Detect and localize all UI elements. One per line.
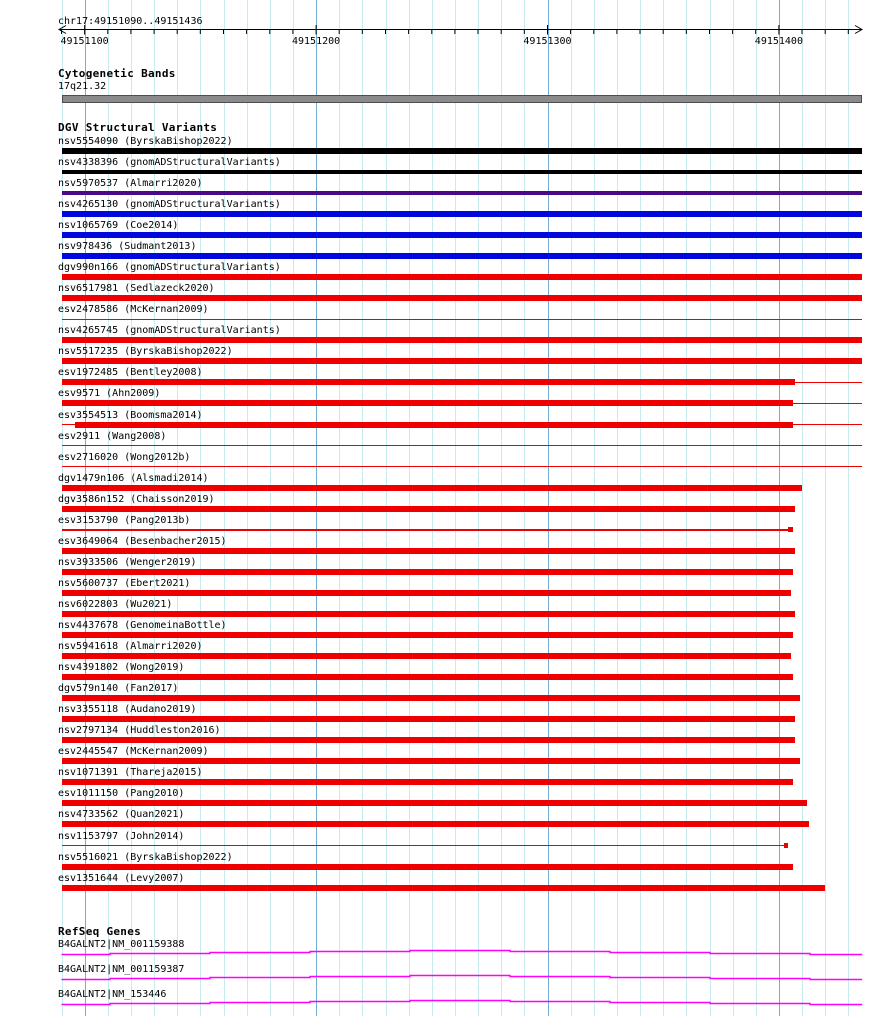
variant-label: esv9571 (Ahn2009) [58,388,161,400]
variant-box[interactable] [784,843,789,848]
variant-label: dgv3586n152 (Chaisson2019) [58,493,215,505]
variant-label: nsv5516021 (ByrskaBishop2022) [58,851,233,863]
variant-bar[interactable] [62,653,791,659]
variant-bar[interactable] [62,737,796,743]
variant-line[interactable] [793,424,862,426]
ruler-line-and-ticks [59,25,862,35]
variant-bar[interactable] [62,379,796,385]
variant-label: nsv4733562 (Quan2021) [58,809,185,821]
variant-bar[interactable] [62,274,863,280]
variant-bar[interactable] [62,548,796,554]
variant-bar[interactable] [62,211,863,217]
variant-label: esv2445547 (McKernan2009) [58,746,209,758]
variant-bar[interactable] [62,337,863,343]
variant-bar[interactable] [62,506,796,512]
variant-bar[interactable] [62,569,793,575]
variant-bar[interactable] [62,800,807,806]
variant-label: nsv3933506 (Wenger2019) [58,556,197,568]
variant-bar[interactable] [62,358,863,364]
cytoband-bar[interactable] [62,95,863,103]
variant-bar[interactable] [62,170,863,174]
variant-bar[interactable] [62,674,793,680]
variant-label: esv1011150 (Pang2010) [58,788,185,800]
variant-label: nsv5941618 (Almarri2020) [58,641,203,652]
track-title-cytogenetic-bands: Cytogenetic Bands [58,67,176,80]
variant-bar[interactable] [62,695,800,701]
variant-line[interactable] [62,319,863,321]
variant-label: nsv5970537 (Almarri2020) [58,177,203,189]
gene-label: B4GALNT2|NM_001159388 [58,939,185,950]
variant-label: nsv4391802 (Wong2019) [58,662,185,673]
variant-label: nsv1071391 (Thareja2015) [58,767,203,779]
cytoband-label: 17q21.32 [58,81,107,92]
variant-label: esv1972485 (Bentley2008) [58,367,203,379]
variant-box[interactable] [788,527,793,532]
variant-bar[interactable] [62,864,793,870]
variant-bar[interactable] [62,611,796,617]
variant-label: esv1351644 (Levy2007) [58,872,185,884]
variant-bar[interactable] [62,716,796,722]
variant-label: esv2478586 (McKernan2009) [58,304,209,316]
gene-structures [0,940,890,1016]
ruler-tick-label: 49151400 [754,36,803,47]
variant-bar[interactable] [62,758,800,764]
gene-label: B4GALNT2|NM_001159387 [58,964,185,975]
region-title: chr17:49151090..49151436 [58,16,203,27]
variant-line[interactable] [62,424,76,426]
variant-label: dgv579n140 (Fan2017) [58,683,179,695]
variant-bar[interactable] [62,779,793,785]
variant-label: nsv2797134 (Huddleston2016) [58,725,221,737]
gene-label: B4GALNT2|NM_153446 [58,989,167,1000]
ruler-tick-label: 49151300 [523,36,572,47]
variant-label: nsv4437678 (GenomeinaBottle) [58,620,227,631]
ruler-tick-label: 49151100 [60,36,109,47]
variant-label: nsv4265745 (gnomADStructuralVariants) [58,325,281,337]
variant-line[interactable] [62,466,863,468]
variant-label: nsv5554090 (ByrskaBishop2022) [58,135,233,147]
variant-line[interactable] [795,382,862,384]
gene-structure[interactable] [62,1001,863,1005]
variant-line[interactable] [62,445,863,447]
variant-label: nsv4338396 (gnomADStructuralVariants) [58,156,281,168]
variant-label: nsv1065769 (Coe2014) [58,220,179,231]
ruler-tick-label: 49151200 [292,36,341,47]
variant-label: dgv990n166 (gnomADStructuralVariants) [58,262,281,274]
variant-label: nsv3355118 (Audano2019) [58,704,197,716]
variant-label: nsv978436 (Sudmant2013) [58,241,197,253]
variant-bar[interactable] [62,821,810,827]
variant-label: nsv5600737 (Ebert2021) [58,577,191,589]
variant-label: nsv6517981 (Sedlazeck2020) [58,283,215,295]
variant-label: nsv4265130 (gnomADStructuralVariants) [58,199,281,210]
variant-bar[interactable] [62,295,863,301]
variant-label: esv2716020 (Wong2012b) [58,451,191,463]
variant-bar[interactable] [62,632,793,638]
variant-bar[interactable] [62,400,793,406]
variant-bar[interactable] [62,590,791,596]
variant-label: nsv1153797 (John2014) [58,830,185,842]
variant-label: esv3649064 (Besenbacher2015) [58,535,227,547]
variant-line[interactable] [62,529,789,531]
variant-label: nsv6022803 (Wu2021) [58,598,173,610]
variant-bar[interactable] [75,422,792,428]
variant-label: dgv1479n106 (Alsmadi2014) [58,472,209,484]
variant-bar[interactable] [62,485,803,491]
track-title-dgv: DGV Structural Variants [58,121,218,134]
variant-bar[interactable] [62,253,863,259]
variant-bar[interactable] [62,885,826,891]
variant-bar[interactable] [62,148,863,154]
gene-structure[interactable] [62,951,863,955]
variant-bar[interactable] [62,191,863,195]
variant-line[interactable] [62,845,784,847]
variant-line[interactable] [793,403,862,405]
gene-structure[interactable] [62,976,863,980]
variant-bar[interactable] [62,232,863,238]
variant-label: nsv5517235 (ByrskaBishop2022) [58,346,233,358]
track-title-refseq: RefSeq Genes [58,925,142,938]
variant-label: esv3153790 (Pang2013b) [58,514,191,526]
variant-label: esv2911 (Wang2008) [58,430,167,442]
variant-label: esv3554513 (Boomsma2014) [58,409,203,421]
